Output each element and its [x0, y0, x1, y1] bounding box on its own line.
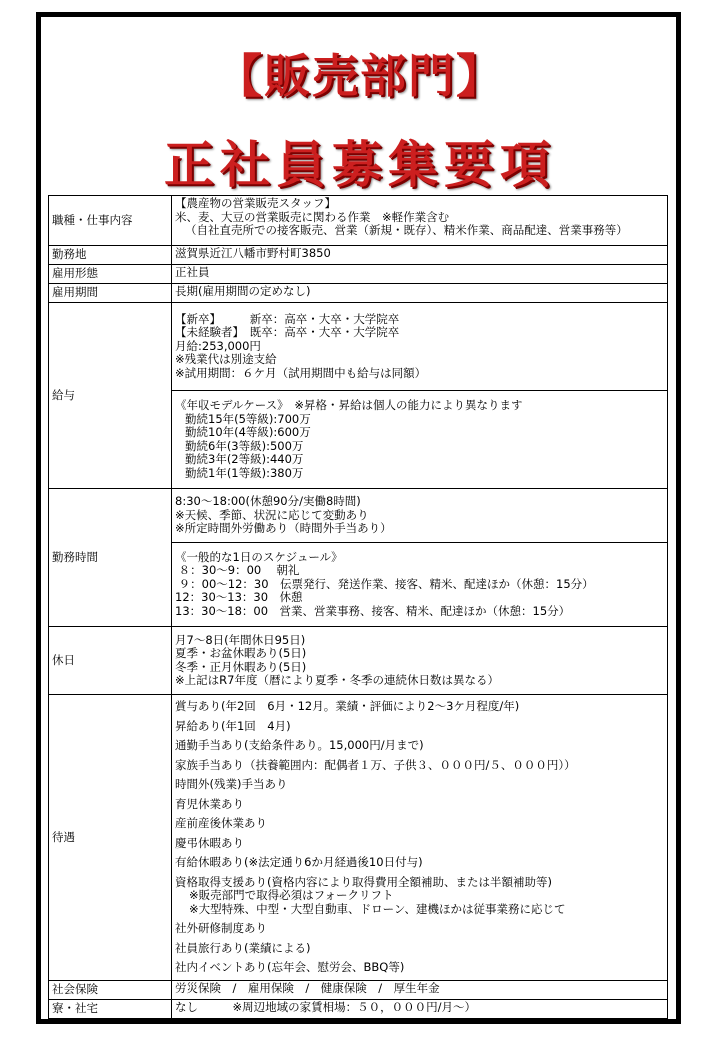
- job-line: 【農産物の営業販売スタッフ】: [175, 196, 336, 210]
- insurance-value: 労災保険 / 雇用保険 / 健康保険 / 厚生年金: [172, 980, 668, 999]
- row-job: [49, 196, 668, 246]
- qualification-line: 資格取得支援あり(資格内容により取得費用全額補助、または半額補助等): [175, 874, 552, 889]
- row-employment-type: [49, 265, 668, 284]
- housing-label: 寮・社宅: [49, 999, 172, 1018]
- holiday-line: ※上記はR7年度（暦により夏季・冬季の連続休日数は異なる）: [175, 673, 499, 687]
- schedule-line: 13：30～18：00 営業、営業事務、接客、精米、配達ほか（休憩：15分）: [175, 603, 571, 618]
- employment-type-value: 正社員: [172, 265, 668, 284]
- benefit-item: 社員旅行あり(業績による): [175, 940, 311, 955]
- benefits-content: [172, 695, 668, 981]
- benefit-item: 家族手当あり（扶養範囲内：配偶者１万、子供３、０００円/５、０００円））: [175, 757, 576, 772]
- job-content: [172, 196, 668, 246]
- salary-model-line: 勤続10年(4等級):600万: [185, 425, 311, 439]
- benefit-item: 昇給あり(年1回 4月): [175, 718, 291, 733]
- benefit-item: 社外研修制度あり: [175, 921, 267, 935]
- hours-line: ※天候、季節、状況に応じて変動あり: [175, 507, 369, 522]
- schedule-line: ９：00～12：30 伝票発行、発送作業、接客、精米、配達ほか（休憩：15分）: [175, 576, 594, 591]
- insurance-label: 社会保険: [49, 980, 172, 999]
- location-label: 勤務地: [49, 246, 172, 265]
- salary-model-line: 勤続6年(3等級):500万: [185, 438, 304, 453]
- row-location: [49, 246, 668, 265]
- hours-block: [172, 489, 668, 543]
- benefit-item: 産前産後休業あり: [175, 816, 267, 830]
- schedule-block: [172, 543, 668, 627]
- holidays-content: [172, 627, 668, 695]
- row-employment-period: [49, 284, 668, 303]
- schedule-line: ８：30～9：00 朝礼: [175, 563, 300, 578]
- qualification-line: ※販売部門で取得必須はフォークリフト: [189, 888, 394, 902]
- schedule-line: 12：30～13：30 休憩: [175, 590, 303, 605]
- row-hours-1: [49, 489, 668, 543]
- department-title: 【販売部門】: [216, 49, 504, 103]
- holiday-line: 冬季・正月休暇あり(5日): [175, 659, 307, 674]
- recruitment-title: 正社員募集要項: [164, 136, 556, 194]
- salary-line: 月給:253,000円: [175, 338, 261, 353]
- job-line: 米、麦、大豆の営業販売に関わる作業 ※軽作業含む: [175, 209, 450, 224]
- salary-label: 給与: [49, 303, 172, 489]
- job-label: 職種・仕事内容: [49, 196, 172, 246]
- row-salary-1: [49, 303, 668, 391]
- salary-model-line: 《年収モデルケース》 ※昇格・昇給は個人の能力により異なります: [175, 398, 523, 412]
- job-line: （自社直売所での接客販売、営業（新規・既存）、精米作業、商品配達、営業事務等）: [185, 223, 628, 237]
- salary-model-block: [172, 391, 668, 489]
- benefits-label: 待遇: [49, 695, 172, 981]
- row-insurance: [49, 980, 668, 999]
- salary-model-line: 勤続3年(2等級):440万: [185, 452, 304, 466]
- housing-value: なし ※周辺地域の家賃相場：５０，０００円/月～）: [172, 999, 668, 1018]
- benefit-item: 有給休暇あり(※法定通り6か月経過後10日付与): [175, 855, 423, 869]
- hours-line: ※所定時間外労働あり（時間外手当あり）: [175, 521, 392, 536]
- benefit-item: 通勤手当あり(支給条件あり。15,000円/月まで): [175, 738, 424, 752]
- benefit-item: 育児休業あり: [175, 796, 244, 811]
- benefit-item: 賞与あり(年2回 6月・12月。業績・評価により2～3ケ月程度/年): [175, 699, 520, 713]
- qualification-support: [175, 873, 664, 920]
- row-holidays: [49, 627, 668, 695]
- salary-block: [172, 303, 668, 391]
- benefit-item: 慶弔休暇あり: [175, 835, 244, 850]
- holidays-label: 休日: [49, 627, 172, 695]
- row-housing: [49, 999, 668, 1018]
- salary-line: ※残業代は別途支給: [175, 352, 277, 367]
- holiday-line: 夏季・お盆休暇あり(5日): [175, 646, 307, 660]
- salary-line: 【新卒】 新卒：高卒・大卒・大学院卒: [175, 311, 400, 326]
- salary-model-line: 勤続15年(5等級):700万: [185, 411, 311, 426]
- row-benefits: [49, 695, 668, 981]
- benefit-item: 社内イベントあり(忘年会、慰労会、BBQ等): [175, 960, 405, 974]
- location-value: 滋賀県近江八幡市野村町3850: [172, 246, 668, 265]
- hours-label: 勤務時間: [49, 489, 172, 627]
- benefit-item: 時間外(残業)手当あり: [175, 777, 288, 791]
- salary-line: ※試用期間：６ケ月（試用期間中も給与は同額）: [175, 365, 427, 380]
- employment-type-label: 雇用形態: [49, 265, 172, 284]
- recruitment-table: [48, 195, 668, 1019]
- employment-period-label: 雇用期間: [49, 284, 172, 303]
- salary-model-line: 勤続1年(1等級):380万: [185, 465, 304, 480]
- schedule-line: 《一般的な1日のスケジュール》: [175, 549, 343, 564]
- employment-period-value: 長期(雇用期間の定めなし): [172, 284, 668, 303]
- hours-line: 8:30～18:00(休憩90分/実働8時間): [175, 494, 361, 509]
- salary-line: 【未経験者】 既卒：高卒・大卒・大学院卒: [175, 325, 400, 340]
- qualification-line: ※大型特殊、中型・大型自動車、ドローン、建機ほかは従事業務に応じて: [189, 901, 566, 916]
- holiday-line: 月7～8日(年間休日95日): [175, 632, 306, 647]
